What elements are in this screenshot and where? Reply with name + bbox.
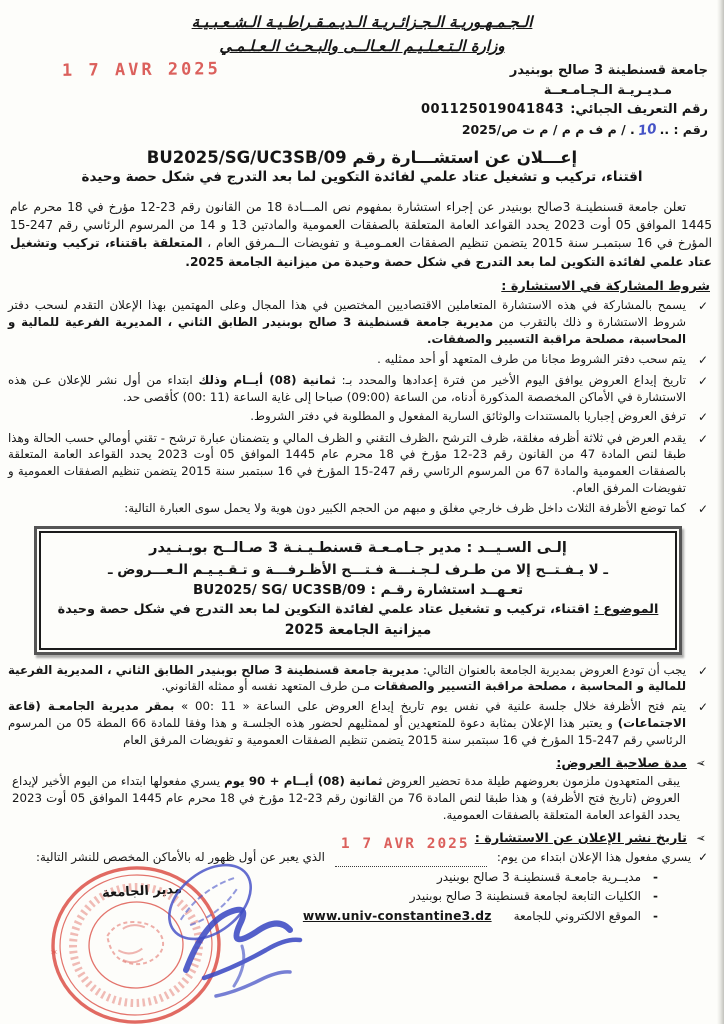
check-icon: ✓ [697,700,708,715]
check-icon: ✓ [697,431,708,446]
check-icon: ✓ [697,663,708,678]
deposit-bullet [8,662,708,696]
date-stamp-top: 1 7 AVR 2025 [61,59,221,81]
opening-bullet-text: يتم فتح الأظرفة خلال جلسة علنية في نفس يوم تاريخ إيداع العروض على الساعة « 00: 11 » بمقر مديرية الجامعـة (قاعة الاجتماعات) و يعتبر هذا الإعلان بمثابة دعوة للمتعهدين أو لممثليهم لحضور هذه الجلسـة و هذا وفقا للمادة 66 المطة 05 من المرسوم الرئاسي رقم 247-15 المؤرخ في 16 سبتمبر سنة 2015 يتضمن تنظيم الصفقات العمومية و تفويضات المرفق العام [8,699,686,748]
ref-rest: . / م ف م م / م ت ص/2025 [461,121,635,137]
box-subject-label: الموضوع : [593,602,659,618]
box-ref: تعـهــد استشارة رقـم : BU2025/ SG/ UC3SB/09 [192,582,524,599]
university-name: جامعة قسنطينة 3 صالح بوبنيدر [509,63,708,78]
arrow-icon: ➢ [695,831,706,846]
condition-bullet-text: يسمح بالمشاركة في هذه الاستشارة المتعاملين الاقتصاديين المختصين في هذا المجال وعلى المهتمين بهذا الإعلان التقدم لسحب دفتر شروط الاستشارة و ذلك بالتقرب من مديرية جامعة قسنطينة 3 صالح بوبنيدر الطابق الثاني ، المديرية الفرعية للمالية و المحاسبة، مصلحة مراقبة التسيير والصفقات. [8,297,686,346]
check-icon: ✓ [697,501,708,516]
condition-bullet-text: تاريخ إيداع العروض يوافق اليوم الأخير من فترة إعدادها والمحدد بـ: ثمانية (08) أيــام وذلك ابتداء من أول نشر للإعلان عـن هذه الاستشارة في الأماكن المخصصة المذكورة أدناه، من الساعة (09:00) صباحا إلى غاية الساعة (00: 11) كأقصى حد. [8,372,686,404]
box-subject-line [51,600,665,619]
conditions-heading: شروط المشاركة في الاستشارة : [501,278,710,294]
date-stamp-mid: 1 7 AVR 2025 [340,835,470,852]
signature-and-blue-stamp [146,850,356,1020]
publication-text-after: الذي يعبر عن أول ظهور له بالأماكن المخصص للنشر التالية: [36,850,325,865]
check-icon: ✓ [697,373,708,388]
check-icon: ✓ [698,850,708,865]
signature-scribble [186,910,300,996]
opening-bullet [8,698,708,749]
website-label: الموقع الالكتروني للجامعة [513,908,642,923]
ref-number-line [0,120,708,140]
intro-paragraph: تعلن جامعة قسنطينـة 3صالح بوبنيدر عن إجراء استشارة بمفهوم نص المـــادة 18 من القانون رقم 23-12 مؤرخ في 18 محرم عام 1445 الموافق 05 أوت 2023 يحدد القواعد العامة المتعلقة بالصفقات العمومية والمادتين 13 و 14 من المرسوم الرئاسي رقم 247-15 المؤرخ في 16 سبتمبـر سنة 2015 يتضمن تنظيم الصفقات العمـوميـة و تفويضات الــمرفق العام ، المتعلقة باقتناء، تركيب وتشغيل عتاد علمي لفائدة التكوين لما بعد التدرج في شكل حصة وحيدة من ميزانية الجامعة 2025. [10,199,712,269]
box-addressee: إلـى السـيــد : مدير جـامـعـة قسنطـيـنـة 3 صـالــح بوبـنـيدر [149,540,567,557]
signature-area [28,852,368,1022]
dash-icon: - [653,889,658,904]
publication-place-text: الكليات التابعة لجامعة قسنطينة 3 صالح بوبنيدر [409,889,642,904]
director-title-label: مدير الجامعة [101,881,183,902]
deposit-bullet-text: يجب أن تودع العروض بمديرية الجامعة بالعنوان التالي: مديرية جامعة قسنطينة 3 صالح بوبنيدر الطابق الثاني ، المديرية الفرعية للمالية و المحاسبة ، مصلحة مراقبة التسيير والصفقات مـن طرف المتعهد نفسه أو ممثله القانوني. [8,662,687,694]
tax-id-value: 001125019041843 [421,102,565,117]
arrow-icon: ➢ [695,755,706,770]
dash-icon: - [653,869,658,884]
letterhead-republic: الـجـمـهـوريـة الـجـزائـريـة الـديـمـقـراطـيـة الـشـعـبـيـة [191,13,533,31]
publication-text-before: يسري مفعول هذا الإعلان ابتداء من يوم: [496,850,692,865]
dash-icon: - [653,908,658,923]
condition-bullet [8,372,708,406]
publication-place-text: مديــرية جامعـة قسنطينـة 3 صالح بوبنيدر [437,869,642,884]
letterhead [0,0,724,58]
condition-bullet-text: يقدم العرض في ثلاثة أظرفه مغلقة، ظرف الترشح ،الظرف التقني و الظرف المالي و يتضمنان عبارة ترشح - تقني أومالي حسب الحالة وهذا طبقا لنص المادة 47 من القانون رقم 23-12 مؤرخ في 18 محرم عام 1445 الموافق 05 أوت 2023 يحدد القواعد العامة المتعلقة بالصفقات العمومية والمادة 67 من المرسوم الرئاسي رقم 247-15 المؤرخ في 16 سبتمبر سنة 2015 يتضمن تنظيم الصفقات العمومية و تفويضات المرفق العام. [8,430,687,496]
directorate-name: مـديـريـة الـجـامـعــة [543,82,672,98]
publication-heading: تاريخ نشر الإعلان عن الاستشارة : [474,831,687,847]
condition-bullet-text: كما توضع الأظرفة الثلاث داخل ظرف خارجي مغلق و مبهم من الحجم الكبير دون هوية ولا يحمل سوى العبارة التالية: [124,500,686,515]
validity-heading-row [0,756,706,771]
condition-bullet [8,297,708,348]
envelope-box [34,526,682,654]
tax-id-line [0,100,708,120]
box-warning: ـ لا يـفـتــح إلا من طـرف لـجـنـــة فـتـــح الأظـرفـــة و تـقـيـيـم الـعـــروض ـ [107,561,609,578]
validity-heading: مدة صلاحية العروض: [556,755,687,771]
website-url: www.univ-constantine3.dz [302,908,492,923]
condition-bullet [8,351,708,369]
svg-text:✶: ✶ [195,937,205,949]
ref-number-handwritten: 10 [636,120,658,139]
check-icon: ✓ [697,298,708,313]
box-subject-text: اقتناء، تركيب و تشغيل عتاد علمي لفائدة التكوين لما بعد التدرج في شكل حصة وحيدة [57,602,594,618]
tax-id-label: رقم التعريف الجبائي: [570,102,708,117]
check-icon: ✓ [697,410,708,425]
box-budget: ميزانية الجامعة 2025 [284,621,432,638]
ref-label: رقم : .. [659,121,708,137]
condition-bullet-text: ترفق العروض إجباريا بالمستندات والوثائق السارية المفعول و المطلوبة في دفتر الشروط. [250,409,686,424]
condition-bullet [8,408,708,426]
letterhead-ministry: وزارة الـتـعـلـيـم الـعـالــى والبـحـث الـعـلـمـي [219,37,505,55]
validity-paragraph: يبقى المتعهدون ملزمون بعروضهم طيلة مدة تحضير العروض ثمانية (08) أيــام + 90 يوم يسري مفعولها ابتداء من اليوم الأخير لإيداع العروض (تاريخ فتح الأظرفة) و هذا طبقا لنص المادة 76 من القانون رقم 23-12 مؤرخ في 18 محرم عام 1445 الموافق 05 أوت 2023 يحدد القواعد العامة المتعلقة بالصفقات العمومية. [12,773,680,823]
check-icon: ✓ [697,352,708,367]
condition-bullet [8,500,708,518]
condition-bullet-text: يتم سحب دفتر الشروط مجانا من طرف المتعهد أو أحد ممثليه . [377,351,686,366]
condition-bullet [8,430,708,497]
announcement-title: إعـــلان عن استشـــارة رقم BU2025/SG/UC3SB/09 [146,147,578,167]
svg-text:✶: ✶ [49,947,59,960]
announcement-subtitle: اقتناء، تركيب و تشغيل عتاد علمي لفائدة التكوين لما بعد التدرج في شكل حصة وحيدة [81,168,643,185]
